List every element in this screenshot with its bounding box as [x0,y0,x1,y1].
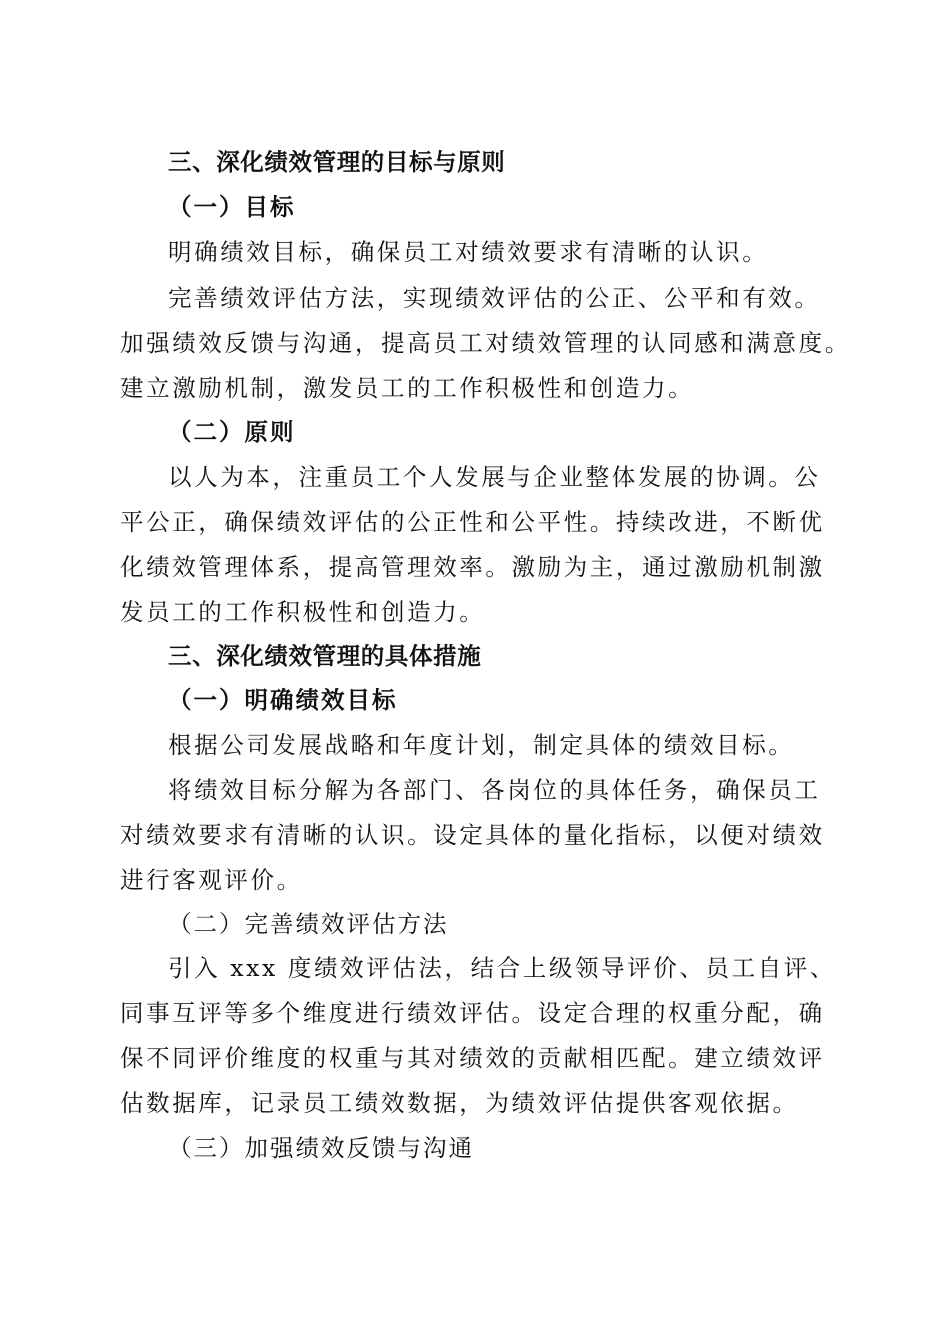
paragraph-line: 根据公司发展战略和年度计划，制定具体的绩效目标。 [168,731,795,759]
paragraph-line: 以人为本，注重员工个人发展与企业整体发展的协调。公 [168,463,821,491]
paragraph-line: 引入 xxx 度绩效评估法，结合上级领导评价、员工自评、 [168,954,836,982]
paragraph-line: 加强绩效反馈与沟通，提高员工对绩效管理的认同感和满意度。 [120,329,851,357]
section-heading-measures: 三、深化绩效管理的具体措施 [168,642,482,670]
subheading-evaluation-methods: （二）完善绩效评估方法 [168,910,449,938]
subheading-principles: （二）原则 [168,418,296,446]
paragraph-line: 对绩效要求有清晰的认识。设定具体的量化指标，以便对绩效 [120,821,825,849]
paragraph-line: 发员工的工作积极性和创造力。 [120,598,486,626]
paragraph-line: 建立激励机制，激发员工的工作积极性和创造力。 [120,374,695,402]
paragraph-line: 保不同评价维度的权重与其对绩效的贡献相匹配。建立绩效评 [120,1044,825,1072]
paragraph-line: 将绩效目标分解为各部门、各岗位的具体任务，确保员工 [168,776,821,804]
paragraph-line: 完善绩效评估方法，实现绩效评估的公正、公平和有效。 [168,284,821,312]
subheading-clarify-goals: （一）明确绩效目标 [168,686,398,714]
section-heading-goals-principles: 三、深化绩效管理的目标与原则 [168,148,506,176]
subheading-feedback-communication: （三）加强绩效反馈与沟通 [168,1134,474,1162]
paragraph-line: 估数据库，记录员工绩效数据，为绩效评估提供客观依据。 [120,1089,799,1117]
paragraph-line: 明确绩效目标，确保员工对绩效要求有清晰的认识。 [168,238,769,266]
paragraph-line: 进行客观评价。 [120,866,303,894]
paragraph-line: 平公正，确保绩效评估的公正性和公平性。持续改进，不断优 [120,508,825,536]
subheading-goals: （一）目标 [168,193,296,221]
paragraph-line: 同事互评等多个维度进行绩效评估。设定合理的权重分配，确 [120,999,825,1027]
paragraph-line: 化绩效管理体系，提高管理效率。激励为主，通过激励机制激 [120,553,825,581]
